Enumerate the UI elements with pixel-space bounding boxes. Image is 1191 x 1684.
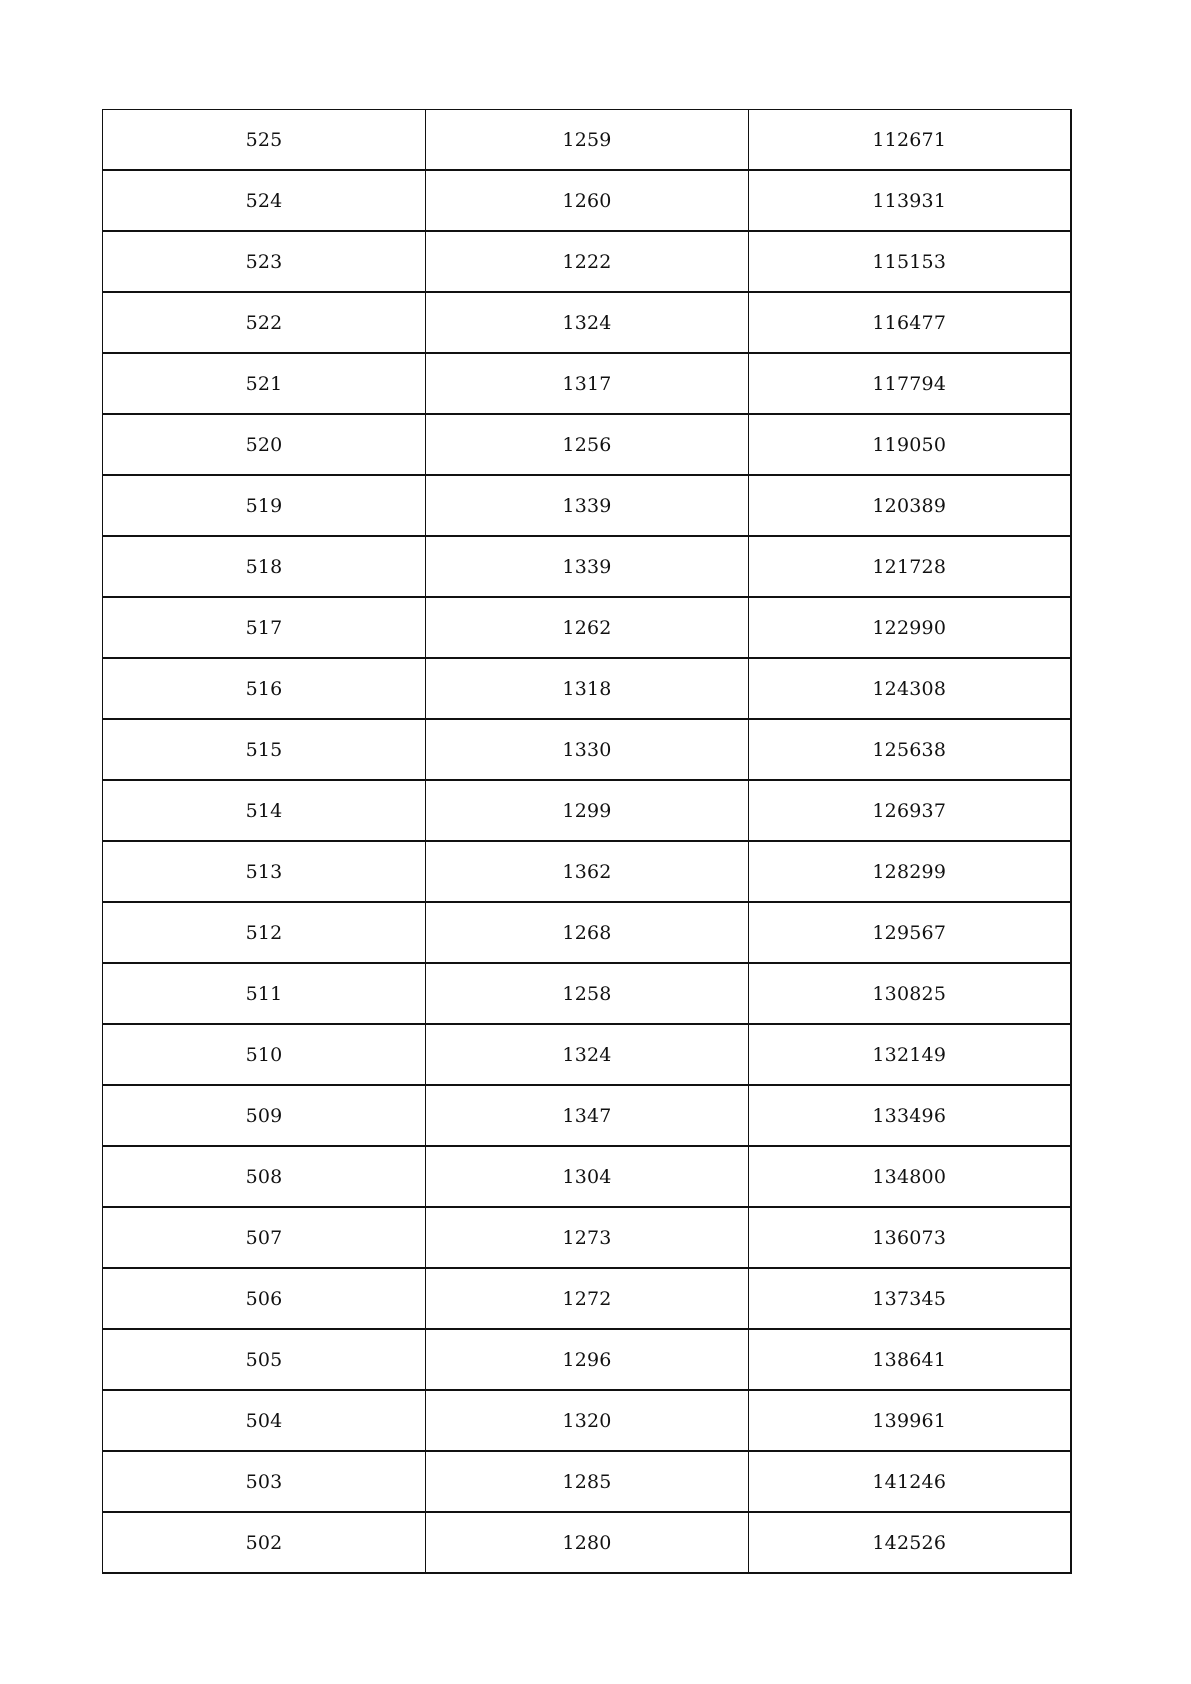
table-cell: 1268 [426,902,749,963]
table-cell: 1324 [426,292,749,353]
table-cell: 137345 [749,1268,1071,1329]
table-cell: 1260 [426,170,749,231]
table-row [103,719,1071,780]
table-cell: 136073 [749,1207,1071,1268]
table-cell: 503 [103,1451,426,1512]
table-row [103,1329,1071,1390]
table-row [103,597,1071,658]
table-cell: 129567 [749,902,1071,963]
table-cell: 522 [103,292,426,353]
table-cell: 1285 [426,1451,749,1512]
table-row [103,536,1071,597]
table-row [103,1268,1071,1329]
table-cell: 1320 [426,1390,749,1451]
table-cell: 504 [103,1390,426,1451]
table-cell: 1347 [426,1085,749,1146]
table-cell: 126937 [749,780,1071,841]
table-cell: 513 [103,841,426,902]
table-row [103,841,1071,902]
table-row [103,902,1071,963]
table-cell: 124308 [749,658,1071,719]
table-row [103,1207,1071,1268]
table-cell: 505 [103,1329,426,1390]
table-cell: 502 [103,1512,426,1573]
table-cell: 1339 [426,536,749,597]
table-cell: 515 [103,719,426,780]
table-cell: 520 [103,414,426,475]
table-cell: 1272 [426,1268,749,1329]
table-cell: 1362 [426,841,749,902]
table-row [103,475,1071,536]
table-row [103,963,1071,1024]
table-cell: 1262 [426,597,749,658]
table-cell: 506 [103,1268,426,1329]
table-cell: 1280 [426,1512,749,1573]
table-row [103,1451,1071,1512]
table-row [103,1024,1071,1085]
table-body [103,110,1071,1574]
table-cell: 134800 [749,1146,1071,1207]
table-row [103,414,1071,475]
table-cell: 117794 [749,353,1071,414]
data-table [102,109,1072,1574]
table-row [103,292,1071,353]
table-cell: 516 [103,658,426,719]
table-cell: 1324 [426,1024,749,1085]
table-cell: 142526 [749,1512,1071,1573]
table-cell: 130825 [749,963,1071,1024]
table-cell: 523 [103,231,426,292]
table-cell: 1258 [426,963,749,1024]
table-cell: 139961 [749,1390,1071,1451]
table-cell: 521 [103,353,426,414]
table-cell: 116477 [749,292,1071,353]
table-cell: 138641 [749,1329,1071,1390]
table-cell: 1318 [426,658,749,719]
table-row [103,353,1071,414]
table-cell: 1299 [426,780,749,841]
table-cell: 122990 [749,597,1071,658]
table-cell: 120389 [749,475,1071,536]
table-row [103,170,1071,231]
table-cell: 1273 [426,1207,749,1268]
table-cell: 112671 [749,110,1071,171]
table-cell: 518 [103,536,426,597]
table-cell: 508 [103,1146,426,1207]
table-cell: 113931 [749,170,1071,231]
table-cell: 524 [103,170,426,231]
table-cell: 1222 [426,231,749,292]
table-cell: 1304 [426,1146,749,1207]
table-cell: 132149 [749,1024,1071,1085]
table-cell: 509 [103,1085,426,1146]
table-cell: 510 [103,1024,426,1085]
table-cell: 121728 [749,536,1071,597]
table-cell: 119050 [749,414,1071,475]
table-cell: 1317 [426,353,749,414]
table-row [103,1390,1071,1451]
table-cell: 1330 [426,719,749,780]
table-cell: 525 [103,110,426,171]
table-row [103,1085,1071,1146]
table-cell: 507 [103,1207,426,1268]
table-row [103,110,1071,171]
table-cell: 517 [103,597,426,658]
table-cell: 512 [103,902,426,963]
table-cell: 141246 [749,1451,1071,1512]
table-cell: 514 [103,780,426,841]
table-cell: 519 [103,475,426,536]
table-cell: 133496 [749,1085,1071,1146]
table-cell: 128299 [749,841,1071,902]
table-cell: 1256 [426,414,749,475]
table-cell: 1296 [426,1329,749,1390]
table-cell: 511 [103,963,426,1024]
table-row [103,1146,1071,1207]
table-row [103,780,1071,841]
table-row [103,231,1071,292]
table-row [103,658,1071,719]
table-cell: 1259 [426,110,749,171]
table-cell: 125638 [749,719,1071,780]
table-row [103,1512,1071,1573]
table-cell: 1339 [426,475,749,536]
table-cell: 115153 [749,231,1071,292]
